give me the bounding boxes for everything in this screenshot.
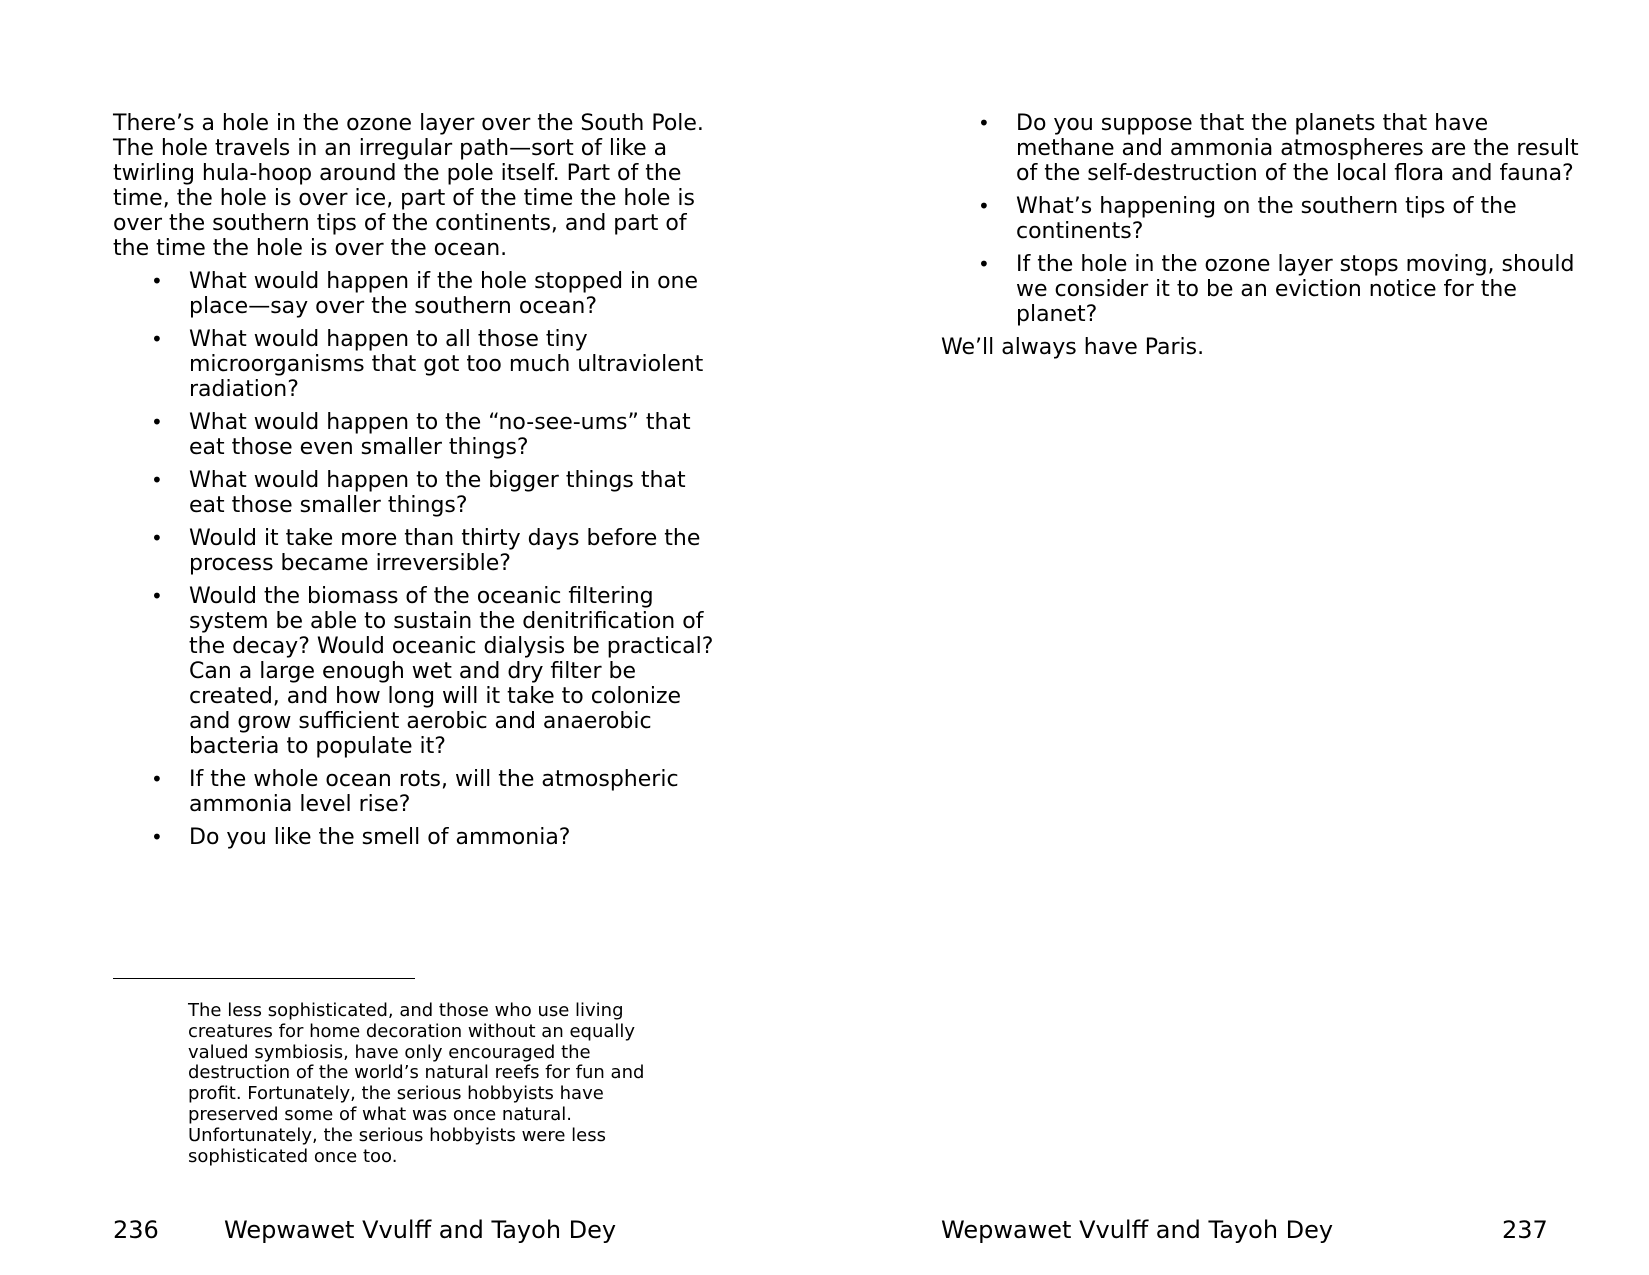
page-number-left: 236 — [113, 1216, 159, 1244]
list-item: • What would happen to the “no-see-ums” that eat those even smaller things? — [151, 410, 691, 460]
bullet-icon: • — [151, 526, 163, 550]
list-item: • Would the biomass of the oceanic filtering system be able to sustain the denitrification of the decay? Would oceanic dialysis be practical? Can a large enough wet and dry filter be created, and how long will it take to colonize and grow sufficient aerobic and anaerobic bacteria to populate it? — [151, 584, 714, 759]
right-page — [824, 0, 1649, 1275]
bullet-icon: • — [151, 468, 163, 492]
bullet-icon: • — [151, 825, 163, 849]
bullet-icon: • — [978, 111, 990, 135]
closing-line: We’ll always have Paris. — [941, 335, 1205, 360]
left-page-body — [113, 111, 723, 858]
list-item: • If the whole ocean rots, will the atmospheric ammonia level rise? — [151, 767, 679, 817]
footnote-divider — [113, 978, 415, 979]
running-head-left: Wepwawet Vvulff and Tayoh Dey — [224, 1216, 617, 1244]
list-item: • What would happen if the hole stopped in one place—say over the southern ocean? — [151, 269, 699, 319]
page-number-right: 237 — [1502, 1216, 1548, 1244]
bullet-icon: • — [151, 269, 163, 293]
list-item: • What would happen to the bigger things that eat those smaller things? — [151, 468, 686, 518]
bullet-icon: • — [151, 327, 163, 351]
right-page-body — [941, 111, 1581, 360]
intro-paragraph: There’s a hole in the ozone layer over the South Pole. The hole travels in an irregular path—sort of like a twirling hula-hoop around the pole itself. Part of the time, the hole is over ice, part of the time the hole is over the southern tips of the continents, and part of the time the hole is over the ocean. — [113, 111, 704, 261]
list-item: • What would happen to all those tiny microorganisms that got too much ultraviolent radiation? — [151, 327, 704, 402]
bullet-icon: • — [151, 410, 163, 434]
bullet-icon: • — [151, 767, 163, 791]
list-item: • If the hole in the ozone layer stops moving, should we consider it to be an eviction notice for the planet? — [978, 252, 1575, 327]
bullet-icon: • — [978, 194, 990, 218]
right-bullet-list — [941, 111, 1581, 327]
footnote-text: The less sophisticated, and those who use living creatures for home decoration without an equally valued symbiosis, have only encouraged the destruction of the world’s natural reefs for fun and profit. Fortunately, the serious hobbyists have preserved some of what was once natural. Unfortunately, the serious hobbyists were less sophisticated once too. — [188, 1000, 645, 1167]
list-item: • Do you like the smell of ammonia? — [151, 825, 571, 850]
left-bullet-list — [113, 269, 723, 850]
running-head-right: Wepwawet Vvulff and Tayoh Dey — [941, 1216, 1334, 1244]
list-item: • What’s happening on the southern tips of the continents? — [978, 194, 1517, 244]
bullet-icon: • — [978, 252, 990, 276]
list-item: • Would it take more than thirty days before the process became irreversible? — [151, 526, 701, 576]
bullet-icon: • — [151, 584, 163, 608]
left-page — [0, 0, 824, 1275]
list-item: • Do you suppose that the planets that have methane and ammonia atmospheres are the result of the self-destruction of the local flora and fauna? — [978, 111, 1579, 186]
